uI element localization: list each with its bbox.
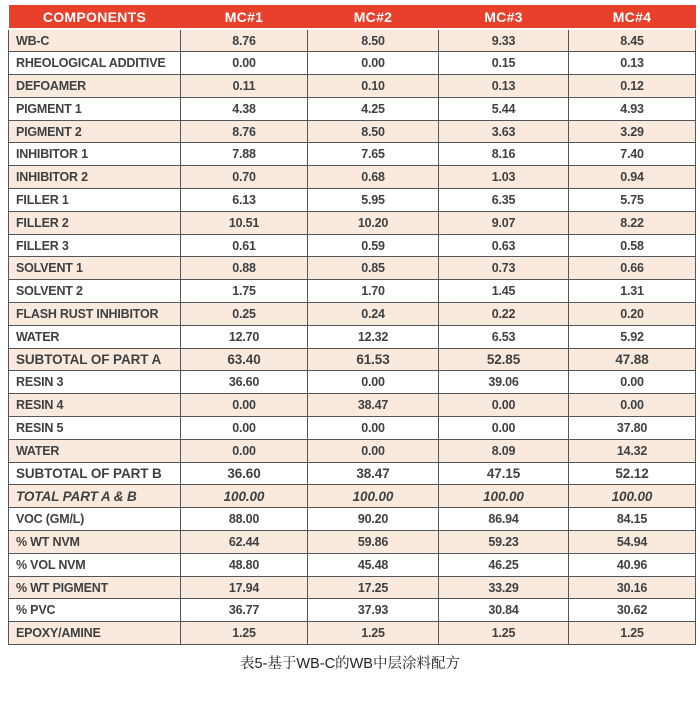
component-value: 47.15 [439,462,569,485]
component-value: 5.95 [308,189,439,212]
component-value: 1.75 [181,280,308,303]
component-value: 6.53 [439,325,569,348]
component-value: 0.00 [308,439,439,462]
component-value: 6.35 [439,189,569,212]
component-label: RESIN 3 [9,371,181,394]
component-value: 38.47 [308,394,439,417]
component-value: 100.00 [439,485,569,508]
component-value: 3.63 [439,120,569,143]
component-label: FILLER 1 [9,189,181,212]
component-value: 47.88 [569,348,696,371]
column-header-mc2: MC#2 [308,5,439,29]
column-header-components: COMPONENTS [9,5,181,29]
component-value: 61.53 [308,348,439,371]
component-label: SOLVENT 1 [9,257,181,280]
component-value: 9.07 [439,211,569,234]
component-value: 6.13 [181,189,308,212]
component-value: 8.16 [439,143,569,166]
table-header [9,5,696,29]
table-row [9,576,696,599]
component-value: 8.50 [308,120,439,143]
component-label: TOTAL PART A & B [9,485,181,508]
table-row [9,280,696,303]
component-value: 5.92 [569,325,696,348]
component-value: 0.13 [439,75,569,98]
component-value: 8.50 [308,29,439,52]
component-value: 1.25 [181,622,308,645]
table-row [9,485,696,508]
table-row [9,303,696,326]
component-value: 1.03 [439,166,569,189]
component-label: RESIN 5 [9,417,181,440]
component-value: 0.00 [181,417,308,440]
table-row [9,622,696,645]
component-value: 4.25 [308,97,439,120]
table-row [9,52,696,75]
component-value: 17.94 [181,576,308,599]
table-row [9,394,696,417]
component-label: % WT NVM [9,531,181,554]
component-value: 37.93 [308,599,439,622]
component-value: 0.61 [181,234,308,257]
component-value: 0.94 [569,166,696,189]
component-value: 90.20 [308,508,439,531]
page [0,5,700,705]
table-row [9,508,696,531]
component-label: WATER [9,439,181,462]
component-label: VOC (GM/L) [9,508,181,531]
component-label: INHIBITOR 1 [9,143,181,166]
table-row [9,97,696,120]
component-value: 3.29 [569,120,696,143]
component-value: 54.94 [569,531,696,554]
component-value: 12.32 [308,325,439,348]
table-row [9,531,696,554]
component-value: 0.68 [308,166,439,189]
component-value: 0.00 [569,371,696,394]
component-value: 86.94 [439,508,569,531]
table-row [9,211,696,234]
component-value: 0.00 [181,439,308,462]
component-value: 40.96 [569,553,696,576]
table-row [9,348,696,371]
component-label: WATER [9,325,181,348]
component-value: 39.06 [439,371,569,394]
component-value: 0.11 [181,75,308,98]
table-row [9,257,696,280]
component-label: % WT PIGMENT [9,576,181,599]
component-value: 0.13 [569,52,696,75]
formulation-table [8,5,696,645]
component-value: 5.44 [439,97,569,120]
component-value: 0.00 [181,52,308,75]
component-value: 8.09 [439,439,569,462]
component-value: 46.25 [439,553,569,576]
component-label: FILLER 3 [9,234,181,257]
component-value: 52.12 [569,462,696,485]
component-value: 1.45 [439,280,569,303]
component-label: PIGMENT 2 [9,120,181,143]
component-value: 8.76 [181,120,308,143]
component-value: 100.00 [308,485,439,508]
component-value: 0.66 [569,257,696,280]
component-value: 1.70 [308,280,439,303]
component-value: 1.25 [439,622,569,645]
component-value: 63.40 [181,348,308,371]
component-value: 33.29 [439,576,569,599]
component-value: 38.47 [308,462,439,485]
header-row [9,5,696,29]
table-row [9,29,696,52]
component-value: 7.65 [308,143,439,166]
component-label: % VOL NVM [9,553,181,576]
component-value: 0.00 [308,371,439,394]
component-value: 8.45 [569,29,696,52]
component-value: 1.25 [308,622,439,645]
component-value: 0.85 [308,257,439,280]
component-value: 10.20 [308,211,439,234]
column-header-mc4: MC#4 [569,5,696,29]
table-row [9,417,696,440]
component-value: 7.88 [181,143,308,166]
component-label: % PVC [9,599,181,622]
component-value: 0.00 [569,394,696,417]
table-row [9,75,696,98]
component-label: RESIN 4 [9,394,181,417]
table-row [9,599,696,622]
component-value: 0.22 [439,303,569,326]
component-value: 4.38 [181,97,308,120]
component-value: 8.22 [569,211,696,234]
component-value: 59.86 [308,531,439,554]
table-row [9,166,696,189]
component-value: 0.10 [308,75,439,98]
component-label: INHIBITOR 2 [9,166,181,189]
component-value: 0.63 [439,234,569,257]
table-row [9,462,696,485]
component-value: 0.24 [308,303,439,326]
component-value: 100.00 [569,485,696,508]
component-value: 10.51 [181,211,308,234]
component-label: FLASH RUST INHIBITOR [9,303,181,326]
component-value: 30.62 [569,599,696,622]
component-value: 0.00 [439,417,569,440]
table-row [9,439,696,462]
component-value: 0.88 [181,257,308,280]
component-value: 36.60 [181,462,308,485]
component-value: 0.73 [439,257,569,280]
table-row [9,189,696,212]
table-row [9,120,696,143]
component-value: 100.00 [181,485,308,508]
component-label: FILLER 2 [9,211,181,234]
component-value: 0.00 [181,394,308,417]
component-value: 17.25 [308,576,439,599]
component-label: DEFOAMER [9,75,181,98]
table-row [9,234,696,257]
component-value: 0.58 [569,234,696,257]
table-caption: 表5-基于WB-C的WB中层涂料配方 [240,656,460,673]
component-value: 0.20 [569,303,696,326]
table-row [9,325,696,348]
table-body [9,29,696,645]
component-value: 5.75 [569,189,696,212]
component-value: 84.15 [569,508,696,531]
column-header-mc3: MC#3 [439,5,569,29]
component-value: 0.00 [439,394,569,417]
component-value: 0.00 [308,417,439,440]
component-value: 0.25 [181,303,308,326]
component-value: 37.80 [569,417,696,440]
component-value: 0.15 [439,52,569,75]
component-label: WB-C [9,29,181,52]
component-value: 1.31 [569,280,696,303]
component-label: PIGMENT 1 [9,97,181,120]
component-label: SUBTOTAL OF PART B [9,462,181,485]
component-value: 7.40 [569,143,696,166]
table-row [9,553,696,576]
component-value: 62.44 [181,531,308,554]
component-label: RHEOLOGICAL ADDITIVE [9,52,181,75]
component-value: 0.59 [308,234,439,257]
component-value: 36.60 [181,371,308,394]
table-row [9,371,696,394]
component-value: 0.12 [569,75,696,98]
component-value: 0.00 [308,52,439,75]
component-value: 45.48 [308,553,439,576]
component-value: 9.33 [439,29,569,52]
component-value: 4.93 [569,97,696,120]
component-value: 36.77 [181,599,308,622]
table-row [9,143,696,166]
component-value: 88.00 [181,508,308,531]
component-value: 8.76 [181,29,308,52]
component-value: 52.85 [439,348,569,371]
component-label: SOLVENT 2 [9,280,181,303]
component-value: 0.70 [181,166,308,189]
component-value: 48.80 [181,553,308,576]
component-value: 59.23 [439,531,569,554]
component-label: EPOXY/AMINE [9,622,181,645]
component-value: 1.25 [569,622,696,645]
component-value: 30.16 [569,576,696,599]
component-value: 14.32 [569,439,696,462]
component-value: 12.70 [181,325,308,348]
component-value: 30.84 [439,599,569,622]
component-label: SUBTOTAL OF PART A [9,348,181,371]
column-header-mc1: MC#1 [181,5,308,29]
